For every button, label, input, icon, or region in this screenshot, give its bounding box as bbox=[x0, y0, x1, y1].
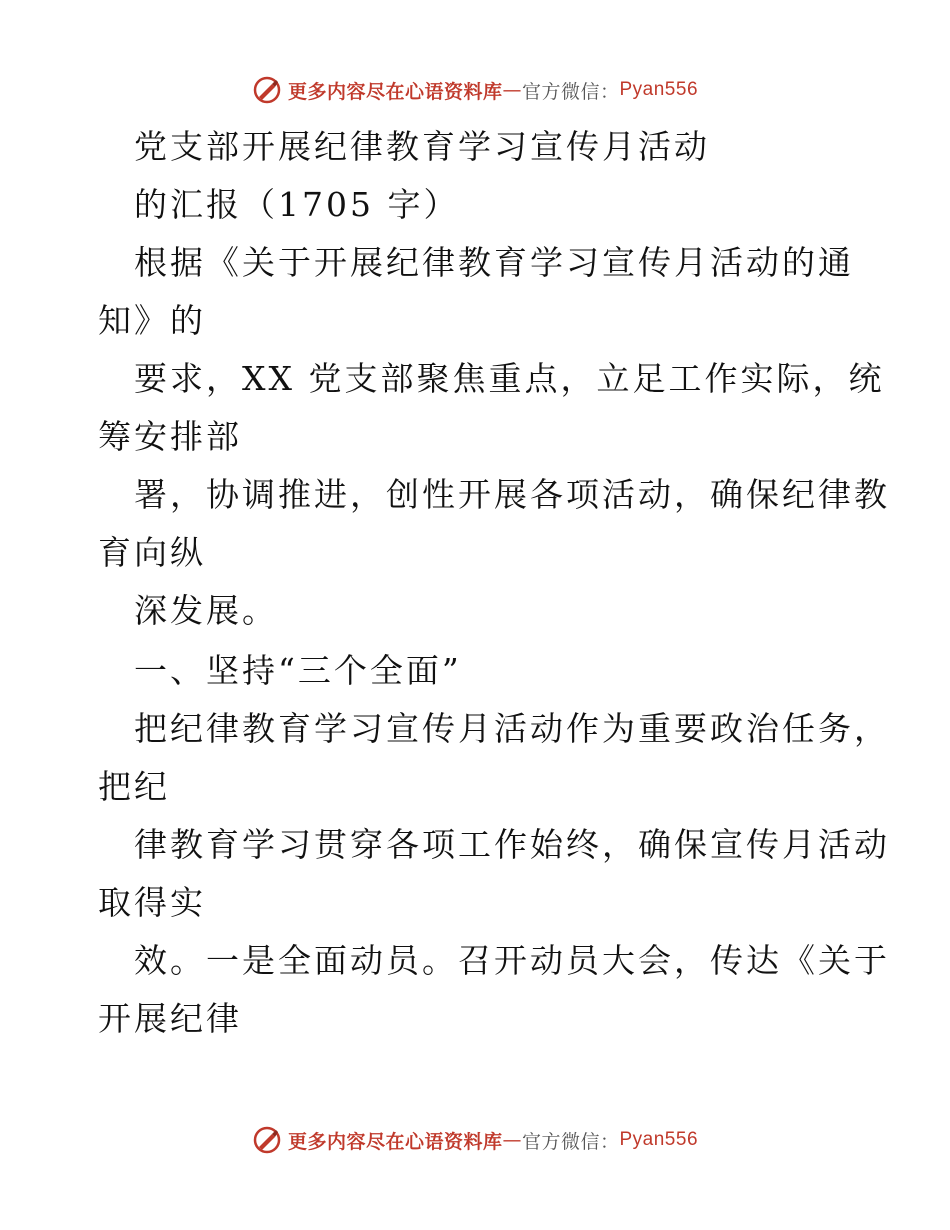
watermark-dash: — bbox=[502, 79, 522, 101]
doc-text-line: 把纪 bbox=[98, 767, 170, 806]
doc-text-line: 取得实 bbox=[98, 883, 206, 922]
watermark-dash: — bbox=[502, 1129, 522, 1151]
doc-text-line: 把纪律教育学习宣传月活动作为重要政治任务， bbox=[134, 709, 890, 748]
pen-logo-icon bbox=[252, 1125, 282, 1155]
doc-title-line-1: 党支部开展纪律教育学习宣传月活动 bbox=[134, 127, 710, 166]
doc-text-line: 署，协调推进，创性开展各项活动，确保纪律教 bbox=[134, 475, 890, 514]
doc-title-line-2: 的汇报（1705 字） bbox=[134, 185, 460, 224]
doc-text-line: 根据《关于开展纪律教育学习宣传月活动的通 bbox=[134, 243, 854, 282]
doc-text-line: 深发展。 bbox=[134, 591, 278, 630]
doc-text-line: 筹安排部 bbox=[98, 417, 242, 456]
doc-text-line: 要求，XX 党支部聚焦重点，立足工作实际，统 bbox=[134, 359, 885, 398]
watermark-official-label: 官方微信： bbox=[521, 1130, 620, 1153]
doc-section-heading: 一、坚持“三个全面” bbox=[134, 651, 462, 690]
header-watermark bbox=[0, 70, 950, 110]
pen-logo-icon bbox=[252, 75, 282, 105]
watermark-site-text: 更多内容尽在心语资料库 bbox=[287, 80, 503, 103]
watermark-site-text: 更多内容尽在心语资料库 bbox=[287, 1130, 503, 1153]
doc-text-line: 育向纵 bbox=[98, 533, 206, 572]
doc-text-line: 效。一是全面动员。召开动员大会，传达《关于 bbox=[134, 941, 890, 980]
footer-watermark bbox=[0, 1120, 950, 1160]
watermark-official-label: 官方微信： bbox=[521, 80, 620, 103]
doc-text-line: 知》的 bbox=[98, 301, 206, 340]
watermark-wechat-id: Pyan556 bbox=[619, 79, 699, 100]
watermark-wechat-id: Pyan556 bbox=[619, 1129, 699, 1150]
doc-text-line: 律教育学习贯穿各项工作始终，确保宣传月活动 bbox=[134, 825, 890, 864]
doc-text-line: 开展纪律 bbox=[98, 999, 242, 1038]
